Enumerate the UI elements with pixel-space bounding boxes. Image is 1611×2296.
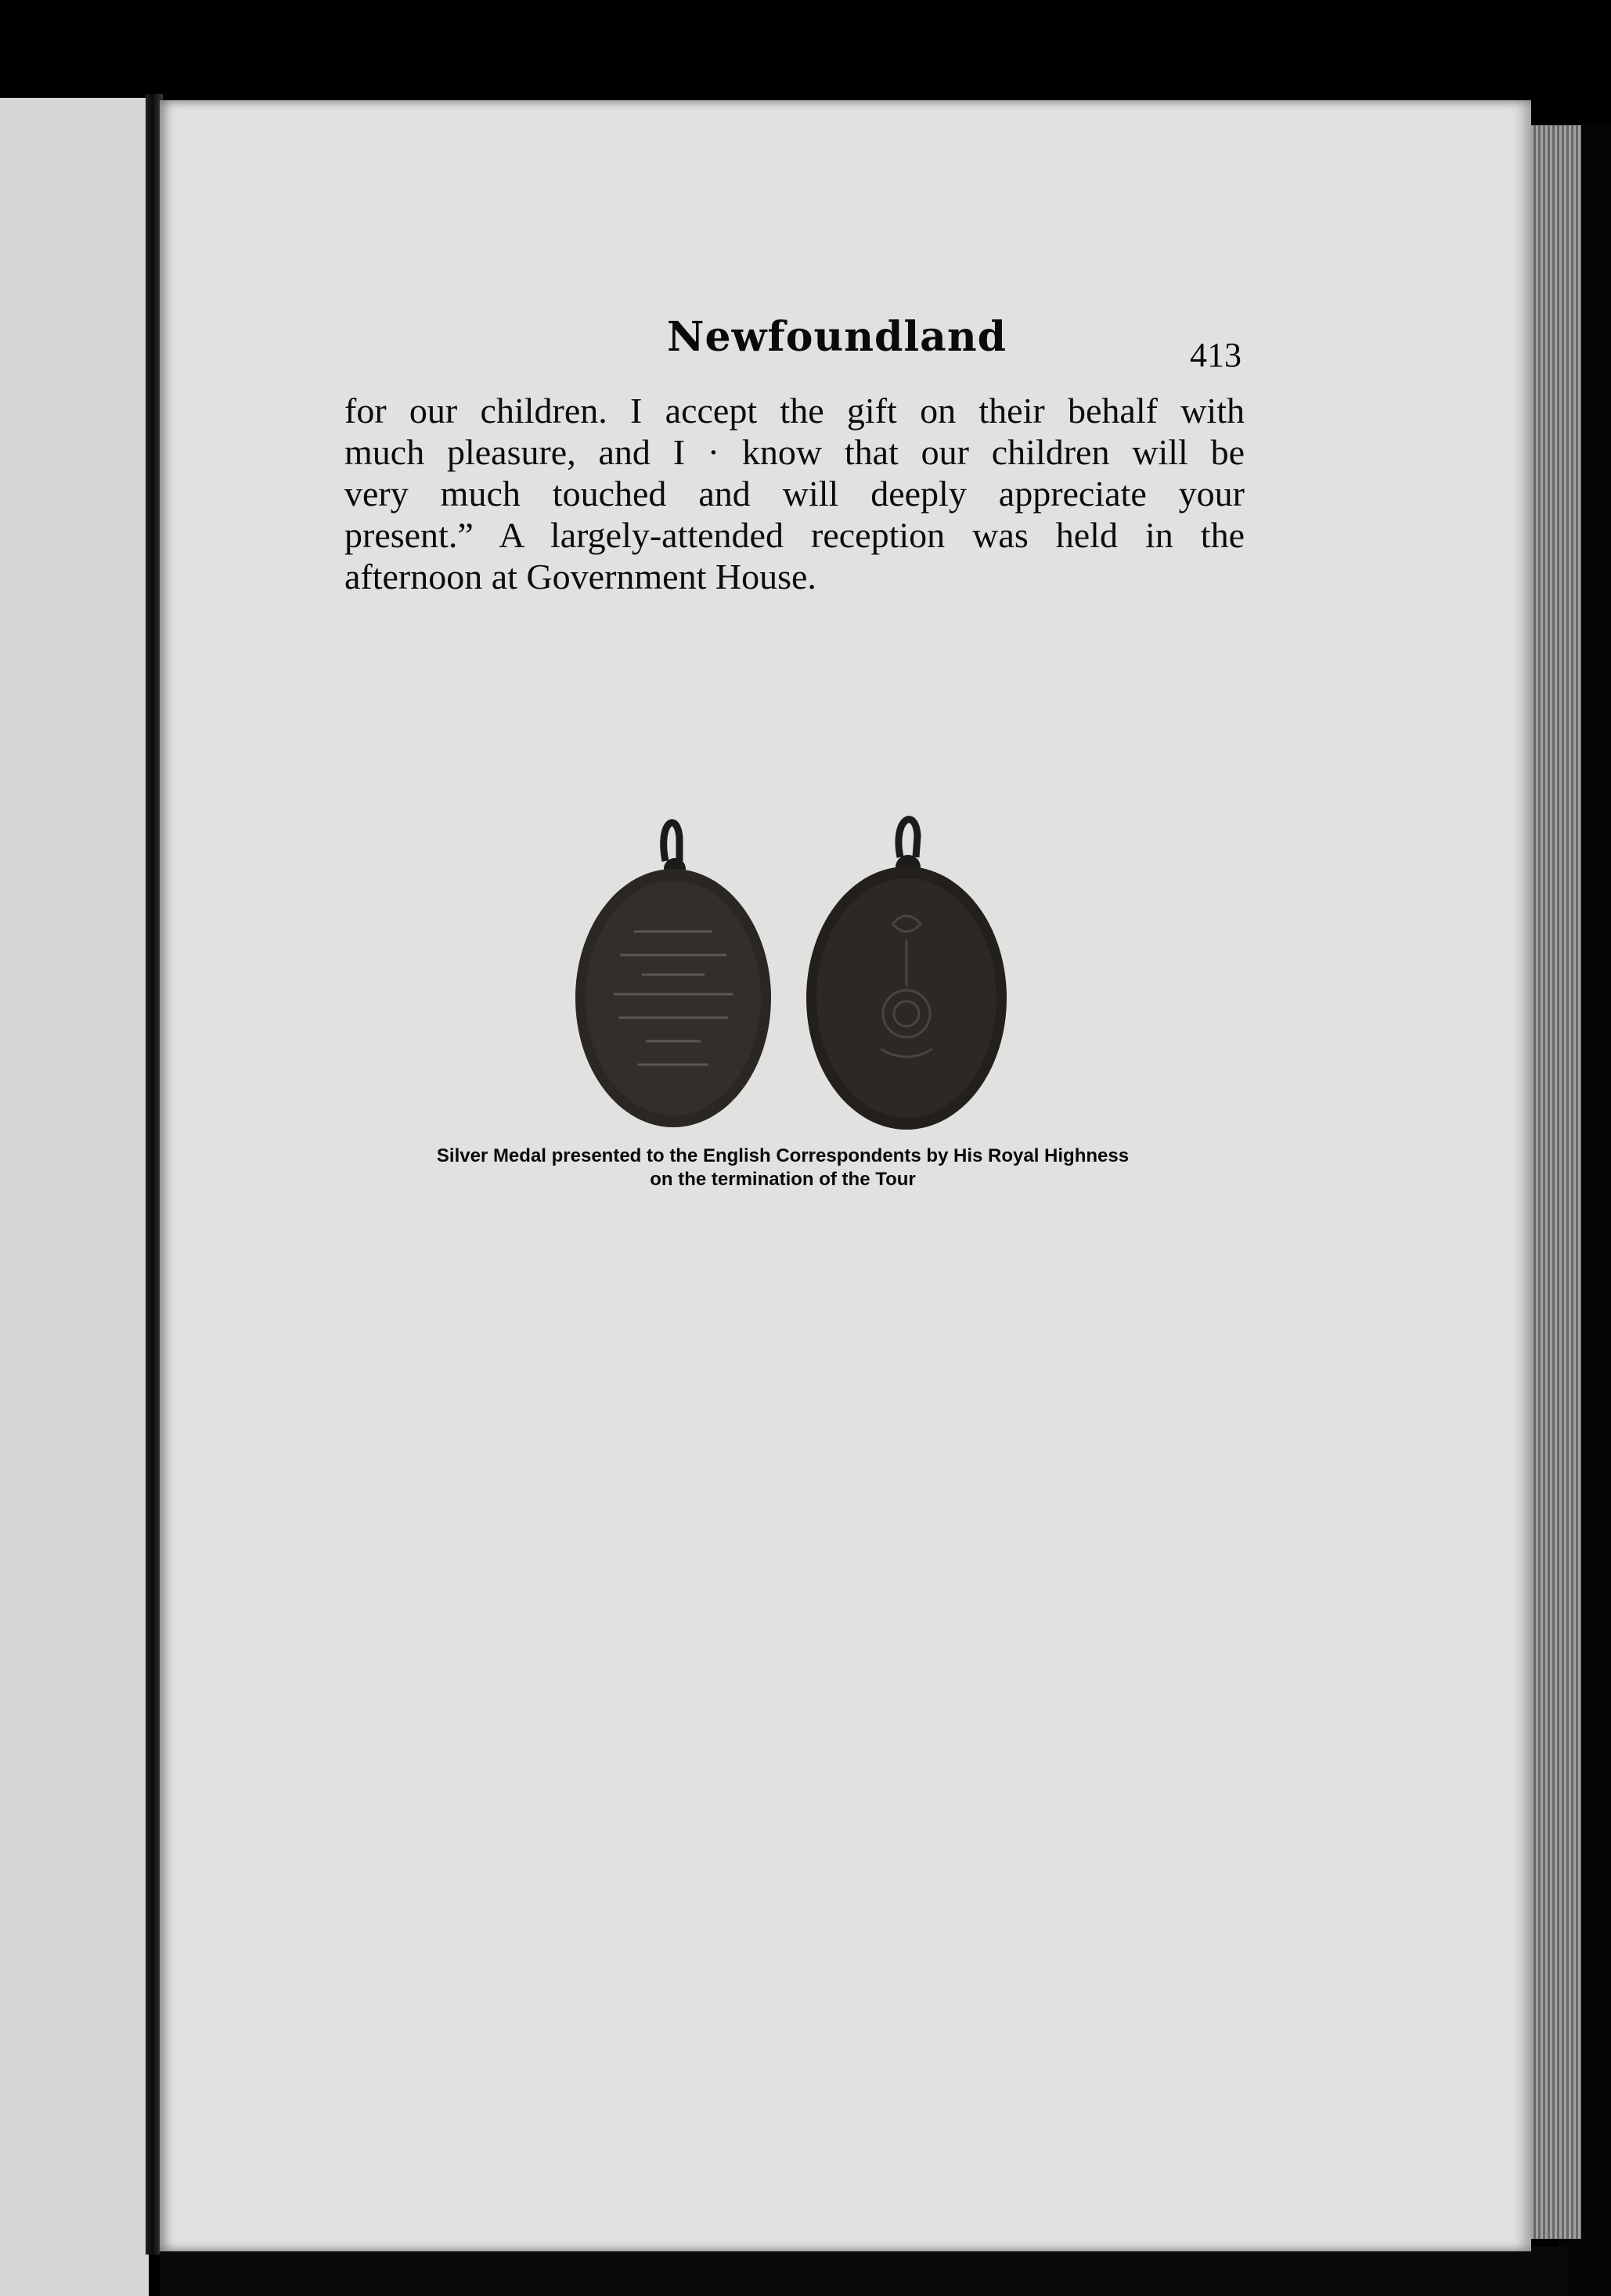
facing-page-edge xyxy=(0,98,149,2296)
page-stack-edge xyxy=(1526,125,1581,2239)
medal-reverse xyxy=(806,820,1007,1130)
scan-background-bottom xyxy=(160,2247,1569,2296)
figure-caption xyxy=(329,1144,1237,1191)
body-paragraph xyxy=(344,390,1245,597)
medal-photograph xyxy=(548,806,1033,1135)
page-number: 413 xyxy=(1190,336,1242,374)
body-line: afternoon at Government House. xyxy=(344,557,816,597)
body-line: very much touched and will deeply appreciate your xyxy=(344,474,1245,514)
running-head: Newfoundland xyxy=(667,313,1007,361)
body-line: present.” A largely-attended reception was held in the xyxy=(344,515,1245,555)
caption-line: on the termination of the Tour xyxy=(650,1169,916,1190)
body-line: for our children. I accept the gift on their behalf with xyxy=(344,391,1245,431)
caption-line: Silver Medal presented to the English Correspondents by His Royal Highness xyxy=(436,1145,1130,1166)
medal-obverse xyxy=(575,823,771,1127)
body-line: much pleasure, and I · know that our children will be xyxy=(344,432,1245,472)
